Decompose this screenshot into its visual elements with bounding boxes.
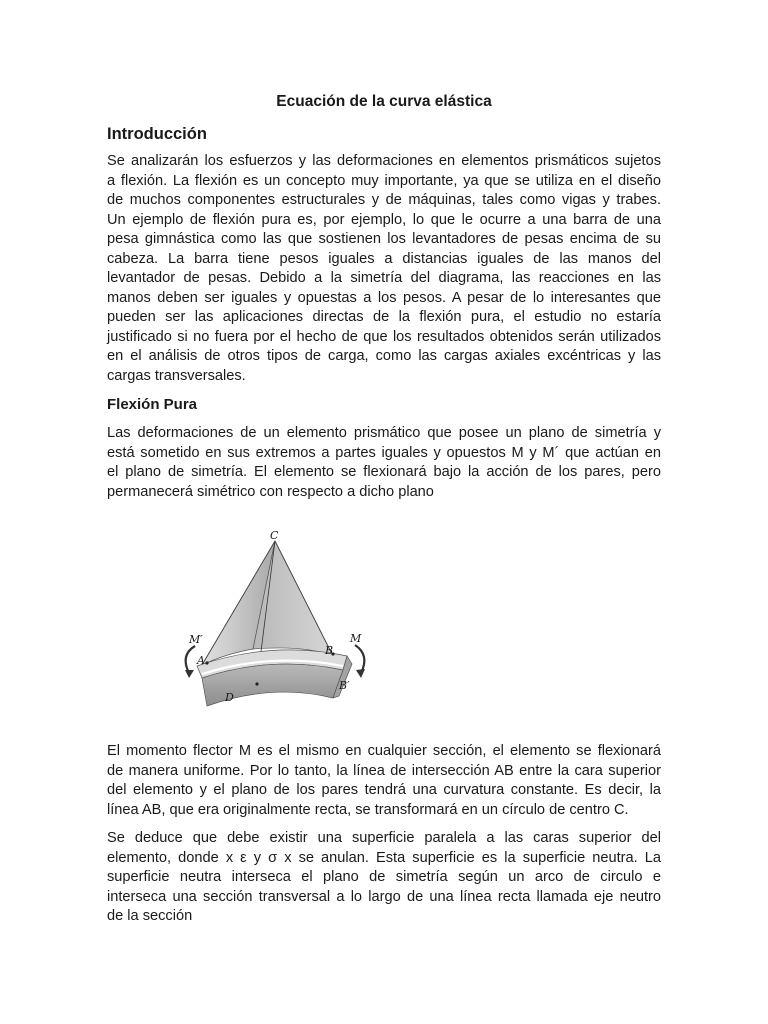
text-line: elemento, donde x ε y σ x se anulan. Esta superficie es la superficie neutra. La xyxy=(107,849,661,866)
text-line: de muchos componentes estructurales y de máquinas, tales como vigas y trabes. xyxy=(107,192,661,209)
text-line: el plano de simetría. El elemento se flexionará bajo la acción de los pares, pero xyxy=(107,464,661,481)
text-line: pesa gimnástica como las que sostienen los levantadores de pesas encima de su xyxy=(107,231,661,248)
text-line: levantador de pesas. Debido a la simetría del diagrama, las reacciones en las xyxy=(107,270,661,287)
text-line: pueden ser las aplicaciones directas de la flexión pura, el estudio no estaría xyxy=(107,309,661,326)
text-line: permanecerá simétrico con respecto a dicho plano xyxy=(107,483,434,500)
text-line: a flexión. La flexión es un concepto muy importante, ya que se utiliza en el diseño xyxy=(107,172,661,189)
label-b: B xyxy=(325,644,334,657)
text-line: Un ejemplo de flexión pura es, por ejemplo, lo que le ocurre a una barra de una xyxy=(107,211,661,228)
document-title: Ecuación de la curva elástica xyxy=(276,93,492,110)
text-line: manos deben ser iguales y opuestas a los pesos. A pesar de lo interesantes que xyxy=(107,289,661,306)
text-line: cabeza. La barra tiene pesos iguales a distancias iguales de las manos del xyxy=(107,250,661,267)
label-m: M xyxy=(350,632,362,645)
couple-arrow-right xyxy=(355,645,364,673)
text-line: línea AB, que era originalmente recta, se transformará en un círculo de centro C. xyxy=(107,801,629,818)
text-line: El momento flector M es el mismo en cualquier sección, el elemento se flexionará xyxy=(107,743,661,759)
paragraph-momento-flector xyxy=(107,742,661,820)
point-d xyxy=(255,682,258,685)
text-line: Se analizarán los esfuerzos y las deformaciones en elementos prismáticos sujetos xyxy=(107,153,661,169)
label-a: A xyxy=(197,654,205,667)
text-line: Se deduce que debe existir una superficie paralela a las caras superior del xyxy=(107,830,661,846)
label-m-prime: M′ xyxy=(189,633,203,646)
text-line: está sometido en sus extremos a partes iguales y opuestos M y M´ que actúan en xyxy=(107,444,661,461)
couple-arrow-left xyxy=(186,646,195,673)
text-line: de manera uniforme. Por lo tanto, la línea de intersección AB entre la cara superior xyxy=(107,762,661,779)
pure-bending-figure xyxy=(175,528,375,718)
text-line: de la sección xyxy=(107,908,193,925)
couple-arrowhead-left xyxy=(185,670,194,678)
label-d: D xyxy=(225,691,234,704)
paragraph-introduccion xyxy=(107,152,661,387)
label-b-prime: B′ xyxy=(339,679,350,692)
paragraph-superficie-neutra xyxy=(107,829,661,927)
pure-bending-diagram xyxy=(175,528,375,718)
text-line: Las deformaciones de un elemento prismático que posee un plano de simetría y xyxy=(107,425,661,441)
text-line: en el análisis de otros tipos de carga, como las cargas axiales excéntricas y las xyxy=(107,348,661,365)
heading-introduccion: Introducción xyxy=(107,125,207,143)
heading-flexion-pura: Flexión Pura xyxy=(107,396,198,413)
text-line: interseca una sección transversal a lo largo de una línea recta llamada eje neutro xyxy=(107,888,661,905)
couple-arrowhead-right xyxy=(356,669,365,678)
paragraph-flexion-pura xyxy=(107,424,661,502)
point-a xyxy=(205,661,208,664)
label-c: C xyxy=(270,529,279,542)
text-line: justificado si no fuera por el hecho de que los resultados obtenidos serán utilizados xyxy=(107,328,661,345)
text-line: cargas transversales. xyxy=(107,368,246,385)
text-line: del elemento y el plano de los pares tendrá una curvatura constante. Es decir, la xyxy=(107,782,661,799)
text-line: superficie neutra interseca el plano de simetría según un arco de circulo e xyxy=(107,869,661,886)
